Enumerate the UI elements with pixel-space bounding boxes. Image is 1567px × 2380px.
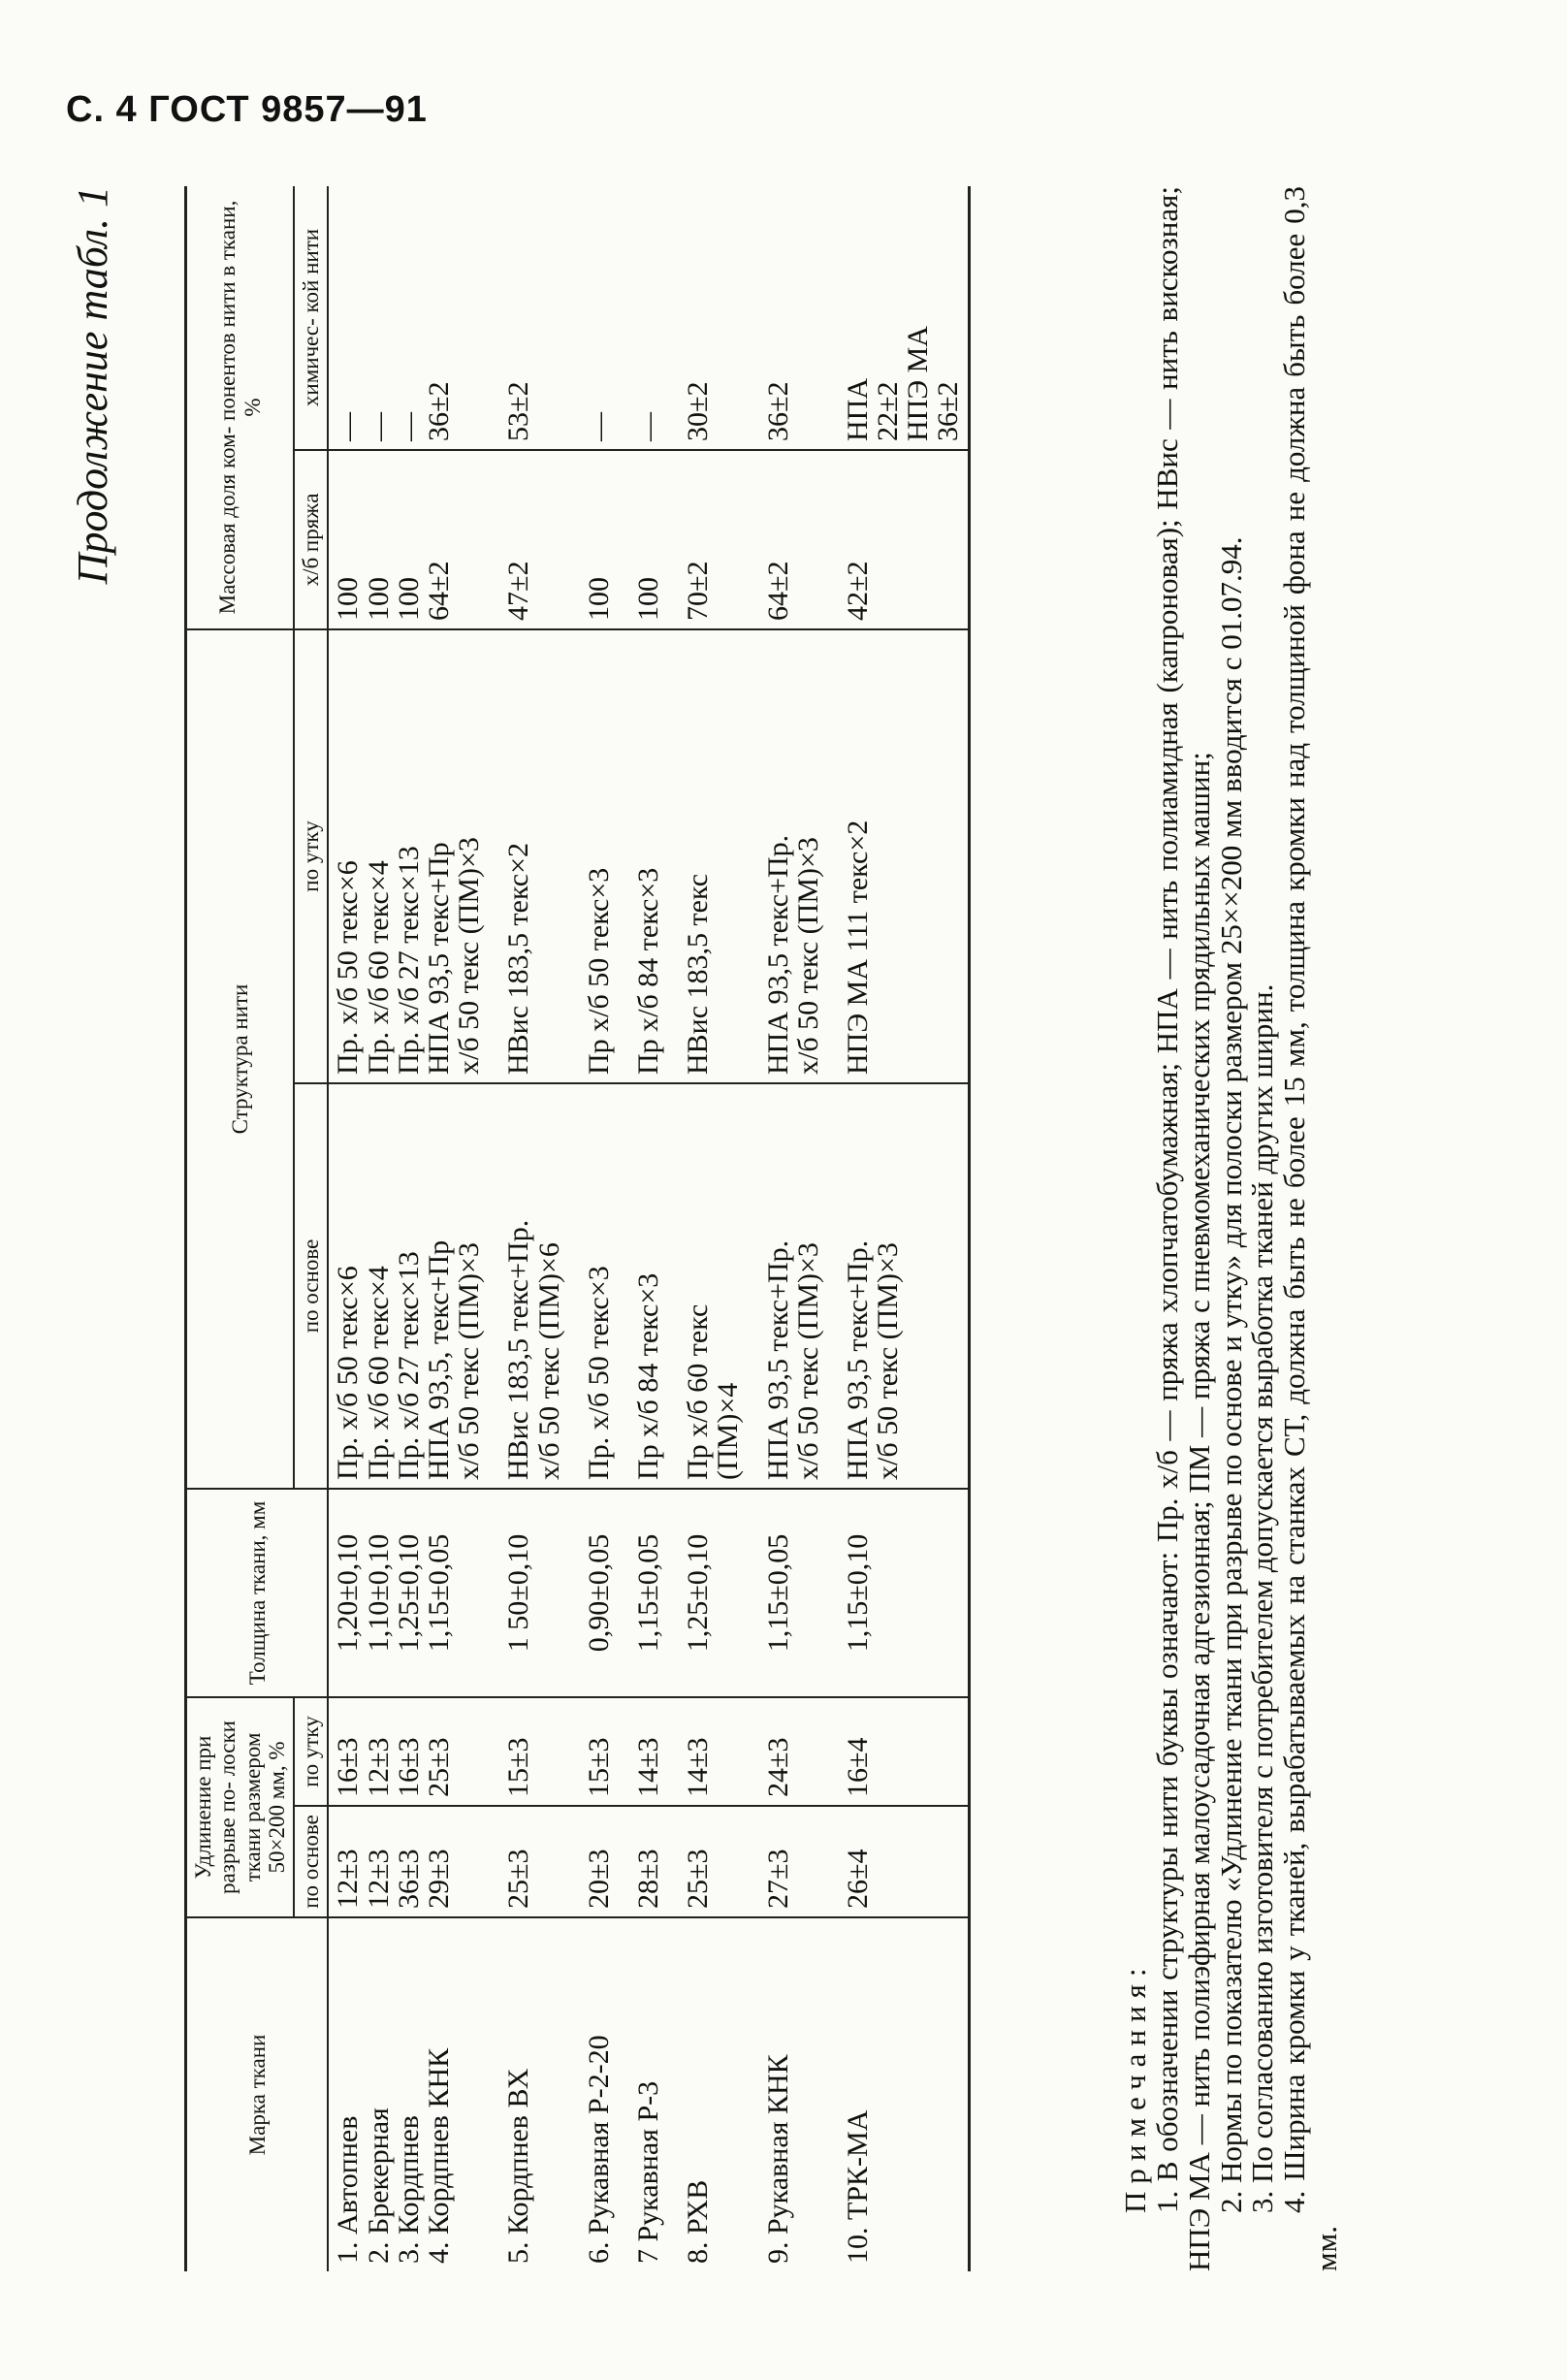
col-mass-chem: химичес- кой нити	[294, 186, 328, 450]
cell-brand: 9. Рукавная КНК	[748, 1917, 827, 2271]
cell-elong-warp: 28±3	[618, 1806, 667, 1917]
cell-chem: 30±2	[667, 186, 747, 450]
col-structure: Структура нити	[186, 629, 295, 1489]
table-row	[568, 186, 618, 2271]
col-elong-weft: по утку	[294, 1697, 328, 1806]
cell-warp: НПА 93,5 текс+Пр. х/б 50 текс (ПМ)×3	[748, 1083, 827, 1489]
note-4: 4. Ширина кромки у тканей, вырабатываемых на станках СТ, должна быть не более 15 мм, толщина кромки над толщиной фона не должна быть более 0,3 мм.	[1277, 186, 1344, 2271]
cell-warp: НПА 93,5 текс+Пр. х/б 50 текс (ПМ)×3	[827, 1083, 969, 1489]
table-row	[488, 186, 567, 2271]
note-1: 1. В обозначении структуры нити буквы означают: Пр. х/б — пряжа хлопчатобумажная; НПА — нить полиамидная (капроновая); НВис — нить вискозная; НПЭ МА — нить полиэфирная малоусадочная адгезионная; ПМ — пряжа с пневмомеханических прядильных машин;	[1149, 186, 1216, 2271]
cell-warp: Пр х/б 84 текс×3	[618, 1083, 667, 1489]
cell-elong-weft: 14±3	[667, 1697, 747, 1806]
table-row	[827, 186, 969, 2271]
cell-elong-warp: 12±3 12±3 36±3 29±3	[328, 1806, 488, 1917]
cell-thickness: 1,25±0,10	[667, 1489, 747, 1697]
cell-elong-weft: 15±3	[488, 1697, 567, 1806]
cell-cotton: 70±2	[667, 450, 747, 629]
cell-warp: НВис 183,5 текс+Пр. х/б 50 текс (ПМ)×6	[488, 1083, 567, 1489]
cell-chem: 53±2	[488, 186, 567, 450]
cell-elong-weft: 24±3	[748, 1697, 827, 1806]
cell-weft: Пр х/б 50 текс×3	[568, 629, 618, 1083]
table-row	[667, 186, 747, 2271]
cell-weft: НВис 183,5 текс×2	[488, 629, 567, 1083]
notes-title: Примечания:	[1118, 1960, 1152, 2213]
cell-brand: 6. Рукавная Р-2-20	[568, 1917, 618, 2271]
col-elongation: Удлинение при разрыве по- лоски ткани размером 50×200 мм, %	[186, 1697, 295, 1917]
cell-elong-warp: 27±3	[748, 1806, 827, 1917]
col-struct-weft: по утку	[294, 629, 328, 1083]
cell-cotton: 64±2	[748, 450, 827, 629]
page-header: С. 4 ГОСТ 9857—91	[66, 89, 428, 130]
cell-warp: Пр. х/б 50 текс×6 Пр. х/б 60 текс×4 Пр. х/б 27 текс×13 НПА 93,5, текс+Пр х/б 50 текс (ПМ)×3	[328, 1083, 488, 1489]
cell-chem: — — — 36±2	[328, 186, 488, 450]
cell-cotton: 100	[568, 450, 618, 629]
cell-elong-weft: 16±3 12±3 16±3 25±3	[328, 1697, 488, 1806]
note-3: 3. По согласованию изготовителя с потребителем допускается выработка тканей других ширин.	[1245, 983, 1280, 2213]
cell-thickness: 1,15±0,05	[618, 1489, 667, 1697]
col-struct-warp: по основе	[294, 1083, 328, 1489]
table-row	[618, 186, 667, 2271]
cell-brand: 7 Рукавная Р-3	[618, 1917, 667, 2271]
cell-chem: —	[618, 186, 667, 450]
col-mass: Массовая доля ком- понентов нити в ткани, %	[186, 186, 295, 629]
col-thickness: Толщина ткани, мм	[186, 1489, 329, 1697]
note-2: 2. Нормы по показателю «Удлинение ткани при разрыве по основе и утку» для полоски размером 25××200 мм вводится с 01.07.94.	[1213, 536, 1248, 2213]
cell-elong-weft: 15±3	[568, 1697, 618, 1806]
cell-brand: 1. Автопнев 2. Брекерная 3. Кордпнев 4. Кордпнев КНК	[328, 1917, 488, 2271]
cell-brand: 8. РХВ	[667, 1917, 747, 2271]
cell-weft: НПЭ МА 111 текс×2	[827, 629, 969, 1083]
cell-weft: Пр. х/б 50 текс×6 Пр. х/б 60 текс×4 Пр. х/б 27 текс×13 НПА 93,5 текс+Пр х/б 50 текс (ПМ)×3	[328, 629, 488, 1083]
cell-cotton: 100	[618, 450, 667, 629]
cell-thickness: 1,15±0,05	[748, 1489, 827, 1697]
col-mass-cotton: х/б пряжа	[294, 450, 328, 629]
cell-thickness: 0,90±0,05	[568, 1489, 618, 1697]
fabric-table	[184, 186, 971, 2271]
cell-warp: Пр. х/б 50 текс×3	[568, 1083, 618, 1489]
cell-elong-weft: 14±3	[618, 1697, 667, 1806]
cell-warp: Пр х/б 60 текс (ПМ)×4	[667, 1083, 747, 1489]
cell-elong-warp: 25±3	[488, 1806, 567, 1917]
table-row	[748, 186, 827, 2271]
cell-elong-warp: 26±4	[827, 1806, 969, 1917]
cell-elong-weft: 16±4	[827, 1697, 969, 1806]
table-caption: Продолжение табл. 1	[69, 186, 116, 585]
cell-thickness: 1,15±0,10	[827, 1489, 969, 1697]
col-elong-warp: по основе	[294, 1806, 328, 1917]
table-row	[328, 186, 488, 2271]
cell-elong-warp: 20±3	[568, 1806, 618, 1917]
cell-weft: НВис 183,5 текс	[667, 629, 747, 1083]
cell-thickness: 1 50±0,10	[488, 1489, 567, 1697]
rotated-page-content	[68, 186, 1406, 2271]
cell-weft: НПА 93,5 текс+Пр. х/б 50 текс (ПМ)×3	[748, 629, 827, 1083]
cell-thickness: 1,20±0,10 1,10±0,10 1,25±0,10 1,15±0,05	[328, 1489, 488, 1697]
cell-cotton: 100 100 100 64±2	[328, 450, 488, 629]
cell-cotton: 47±2	[488, 450, 567, 629]
notes	[1120, 186, 1343, 2271]
cell-brand: 10. ТРК-МА	[827, 1917, 969, 2271]
cell-chem: —	[568, 186, 618, 450]
cell-chem: 36±2	[748, 186, 827, 450]
cell-weft: Пр х/б 84 текс×3	[618, 629, 667, 1083]
cell-brand: 5. Кордпнев ВХ	[488, 1917, 567, 2271]
col-brand: Марка ткани	[186, 1917, 329, 2271]
cell-cotton: 42±2	[827, 450, 969, 629]
cell-chem: НПА 22±2 НПЭ МА 36±2	[827, 186, 969, 450]
cell-elong-warp: 25±3	[667, 1806, 747, 1917]
